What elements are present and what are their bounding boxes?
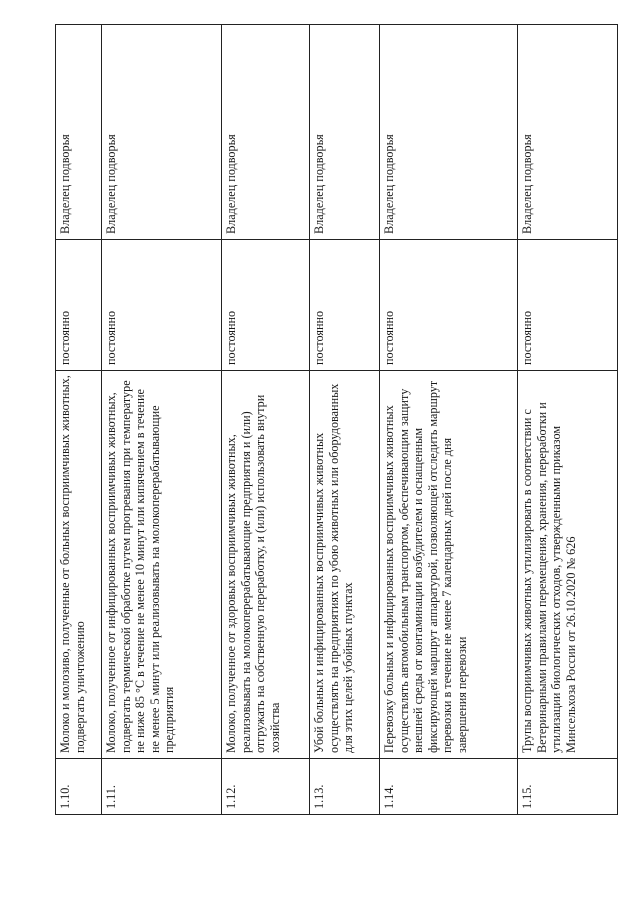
measure-text: Трупы восприимчивых животных утилизировать в соответствии с Ветеринарными правилами перемещения, хранения, переработки и утилизации биологических отходов, утвержденными приказом Минсельхоза России от 26.10.2020 № 626: [518, 371, 618, 759]
row-number: 1.11.: [102, 759, 222, 815]
responsible-cell: Владелец подворья: [102, 25, 222, 240]
table-row: [518, 25, 618, 815]
table-row: [102, 25, 222, 815]
table-row: [380, 25, 518, 815]
period-cell: постоянно: [102, 240, 222, 371]
responsible-cell: Владелец подворья: [222, 25, 310, 240]
row-number: 1.13.: [310, 759, 380, 815]
row-number: 1.10.: [56, 759, 102, 815]
table-row: [56, 25, 102, 815]
table-row: [310, 25, 380, 815]
responsible-cell: Владелец подворья: [56, 25, 102, 240]
responsible-cell: Владелец подворья: [380, 25, 518, 240]
measure-text: Молоко, полученное от здоровых восприимчивых животных, реализовывать на молокоперерабатывающие предприятия и (или) отгружать на собственную переработку, и (или) использовать внутри хозяйства: [222, 371, 310, 759]
period-cell: постоянно: [380, 240, 518, 371]
measures-table: [55, 24, 618, 815]
responsible-cell: Владелец подворья: [518, 25, 618, 240]
row-number: 1.14.: [380, 759, 518, 815]
period-cell: постоянно: [56, 240, 102, 371]
measure-text: Убой больных и инфицированных восприимчивых животных осуществлять на предприятиях по убою животных или оборудованных для этих целей убойных пунктах: [310, 371, 380, 759]
row-number: 1.12.: [222, 759, 310, 815]
period-cell: постоянно: [518, 240, 618, 371]
table-row: [222, 25, 310, 815]
measure-text: Молоко и молозиво, полученные от больных восприимчивых животных, подвергать уничтожению: [56, 371, 102, 759]
measure-text: Молоко, полученное от инфицированных восприимчивых животных, подвергать термической обработке путем прогревания при температуре не ниже 85 °С в течение не менее 10 минут или кипячением в течение не менее 5 минут или реализовывать на молокоперерабатывающие предприятия: [102, 371, 222, 759]
row-number: 1.15.: [518, 759, 618, 815]
measure-text: Перевозку больных и инфицированных восприимчивых животных осуществлять автомобильным транспортом, обеспечивающим защиту внешней среды от контаминации возбудителем и оснащенным фиксирующей маршрут аппаратурой, позволяющей отследить маршрут перевозки в течение не менее 7 календарных дней после дня завершения перевозки: [380, 371, 518, 759]
period-cell: постоянно: [310, 240, 380, 371]
period-cell: постоянно: [222, 240, 310, 371]
responsible-cell: Владелец подворья: [310, 25, 380, 240]
